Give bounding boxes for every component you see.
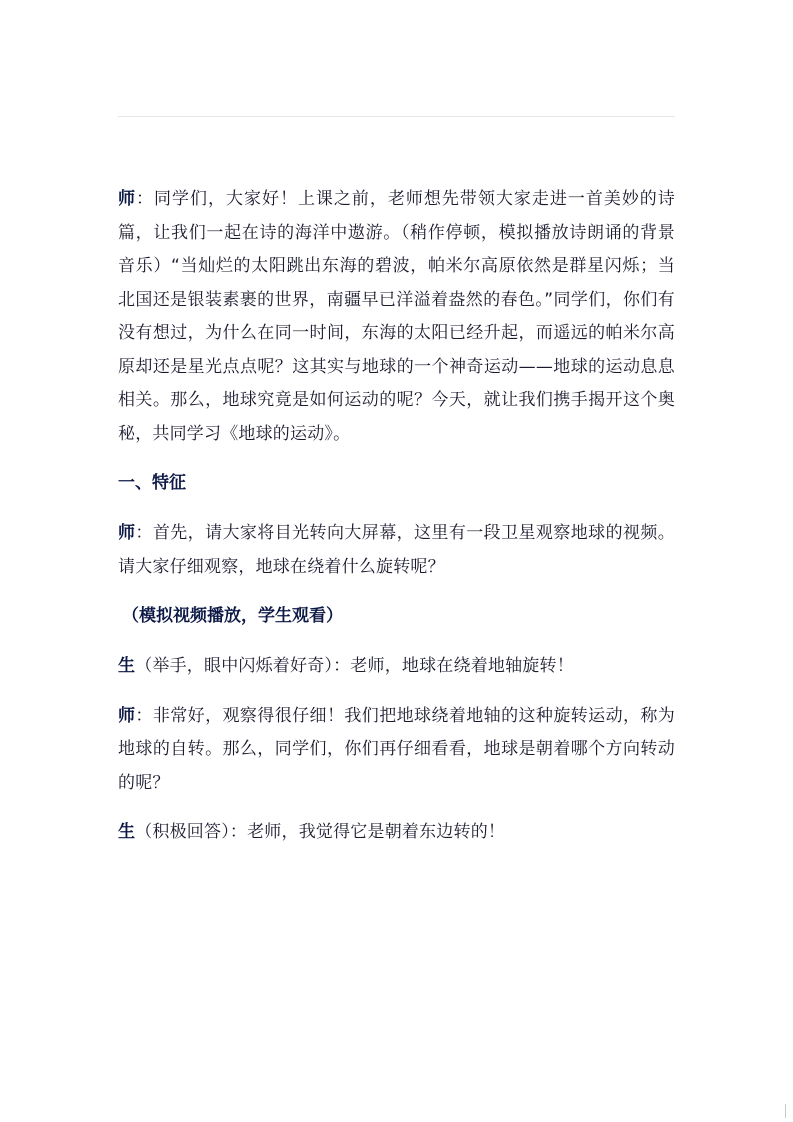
page-corner-mark xyxy=(785,1104,786,1118)
dialogue-paragraph-rotation xyxy=(118,700,675,801)
speaker-label: 生 xyxy=(118,656,136,676)
speaker-label: 生 xyxy=(118,822,136,842)
header-divider xyxy=(118,116,675,117)
paragraph-text: ：首先，请大家将目光转向大屏幕，这里有一段卫星观察地球的视频。请大家仔细观察，地球在绕着什么旋转呢？ xyxy=(118,523,676,577)
stage-direction: （模拟视频播放，学生观看） xyxy=(122,606,343,626)
speaker-label: 师 xyxy=(118,189,136,209)
dialogue-paragraph-student-1 xyxy=(118,650,675,684)
speaker-label: 师 xyxy=(118,705,136,726)
paragraph-text: （举手，眼中闪烁着好奇）：老师，地球在绕着地轴旋转！ xyxy=(135,656,574,676)
document-body xyxy=(118,183,675,866)
paragraph-text: ：同学们，大家好！上课之前，老师想先带领大家走进一首美妙的诗篇，让我们一起在诗的海洋中遨游。（稍作停顿，模拟播放诗朗诵的背景音乐）“当灿烂的太阳跳出东海的碧波，帕米尔高原依然是群星闪烁；当北国还是银装素裹的世界，南疆早已洋溢着盎然的春色。”同学们，你们有没有想过，为什么在同一时间，东海的太阳已经升起，而遥远的帕米尔高原却还是星光点点呢？这其实与地球的一个神奇运动——地球的运动息息相关。那么，地球究竟是如何运动的呢？今天，就让我们携手揭开这个奥秘，共同学习《地球的运动》。 xyxy=(118,189,676,444)
dialogue-paragraph-video xyxy=(118,517,675,584)
section-heading: 一、特征 xyxy=(118,473,186,493)
dialogue-paragraph-intro xyxy=(118,183,675,451)
paragraph-text: （积极回答）：老师，我觉得它是朝着东边转的！ xyxy=(135,822,506,842)
paragraph-text: ：非常好，观察得很仔细！我们把地球绕着地轴的这种旋转运动，称为地球的自转。那么，同学们，你们再仔细看看，地球是朝着哪个方向转动的呢？ xyxy=(118,705,676,793)
speaker-label: 师 xyxy=(118,523,136,543)
dialogue-paragraph-student-2 xyxy=(118,816,675,850)
